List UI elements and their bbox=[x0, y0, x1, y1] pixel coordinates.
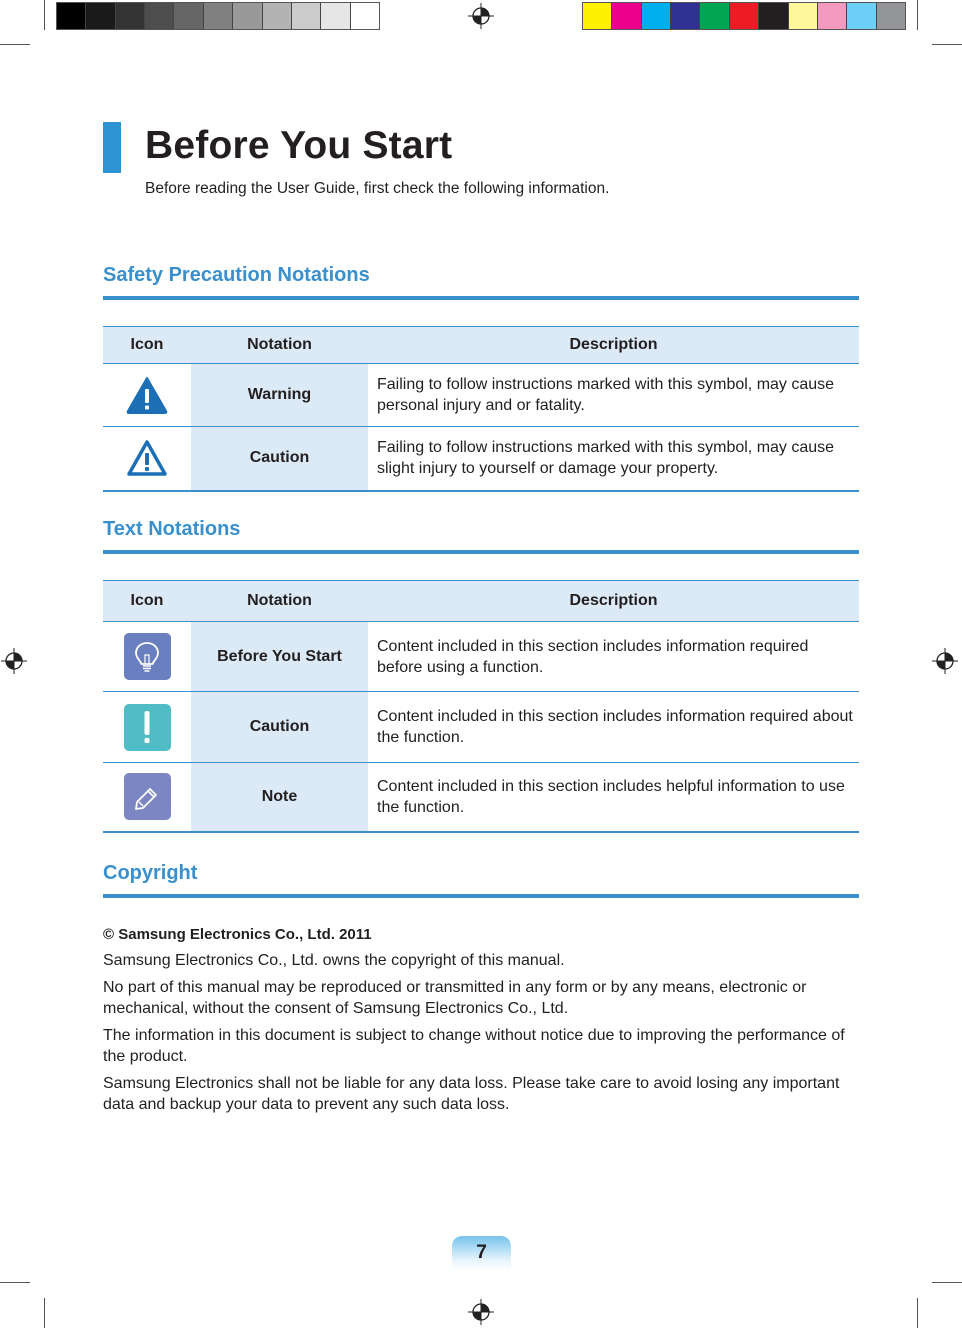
registration-mark-icon bbox=[932, 648, 958, 674]
table-row bbox=[103, 427, 859, 491]
color-swatch bbox=[759, 3, 788, 29]
page-subtitle: Before reading the User Guide, first check the following information. bbox=[145, 180, 610, 197]
column-header-icon: Icon bbox=[103, 581, 191, 622]
notation-caution: Caution bbox=[191, 427, 368, 491]
gray-swatch bbox=[351, 3, 379, 29]
notation-before-you-start: Before You Start bbox=[191, 622, 368, 692]
exclamation-icon bbox=[124, 704, 171, 751]
page-number: 7 bbox=[452, 1236, 511, 1270]
crop-mark bbox=[44, 0, 45, 30]
description-note: Content included in this section includes helpful information to use the function. bbox=[368, 763, 859, 832]
description-warning: Failing to follow instructions marked with this symbol, may cause personal injury and or fatality. bbox=[368, 364, 859, 427]
crop-mark bbox=[917, 0, 918, 30]
notation-caution: Caution bbox=[191, 692, 368, 763]
notation-warning: Warning bbox=[191, 364, 368, 427]
lightbulb-icon bbox=[124, 633, 171, 680]
description-caution: Failing to follow instructions marked with this symbol, may cause slight injury to yourself or damage your property. bbox=[368, 427, 859, 491]
color-swatch bbox=[642, 3, 671, 29]
copyright-paragraph: Samsung Electronics shall not be liable for any data loss. Please take care to avoid losing any important data and backup your data to prevent any such data loss. bbox=[103, 1075, 840, 1113]
column-header-notation: Notation bbox=[191, 327, 368, 364]
copyright-owner-line: © Samsung Electronics Co., Ltd. 2011 bbox=[103, 926, 372, 943]
section-rule bbox=[103, 296, 859, 300]
gray-swatch bbox=[263, 3, 292, 29]
crop-mark bbox=[0, 1282, 30, 1283]
column-header-description: Description bbox=[368, 327, 859, 364]
crop-mark bbox=[932, 44, 962, 45]
table-row bbox=[103, 763, 859, 832]
grayscale-color-bar bbox=[56, 2, 380, 30]
color-swatch bbox=[583, 3, 612, 29]
color-swatch bbox=[877, 3, 905, 29]
gray-swatch bbox=[174, 3, 203, 29]
registration-mark-icon bbox=[468, 3, 494, 29]
safety-notation-table bbox=[103, 326, 859, 492]
copyright-paragraph: The information in this document is subject to change without notice due to improving the performance of the product. bbox=[103, 1027, 845, 1065]
color-swatch bbox=[789, 3, 818, 29]
section-heading-safety: Safety Precaution Notations bbox=[103, 264, 370, 286]
gray-swatch bbox=[321, 3, 350, 29]
copyright-body bbox=[103, 924, 863, 1121]
table-row bbox=[103, 622, 859, 692]
gray-swatch bbox=[204, 3, 233, 29]
crop-mark bbox=[917, 1298, 918, 1328]
copyright-paragraph: No part of this manual may be reproduced or transmitted in any form or by any means, electronic or mechanical, without the consent of Samsung Electronics Co., Ltd. bbox=[103, 979, 807, 1017]
column-header-notation: Notation bbox=[191, 581, 368, 622]
registration-mark-icon bbox=[468, 1299, 494, 1325]
warning-triangle-filled-icon bbox=[125, 375, 169, 415]
gray-swatch bbox=[292, 3, 321, 29]
registration-mark-icon bbox=[1, 648, 27, 674]
color-swatch bbox=[847, 3, 876, 29]
description-before-you-start: Content included in this section includes information required before using a function. bbox=[368, 622, 859, 692]
description-caution: Content included in this section includes information required about the function. bbox=[368, 692, 859, 763]
color-swatch bbox=[671, 3, 700, 29]
text-notation-table bbox=[103, 580, 859, 833]
table-row bbox=[103, 364, 859, 427]
process-color-bar bbox=[582, 2, 906, 30]
table-row bbox=[103, 692, 859, 763]
gray-swatch bbox=[145, 3, 174, 29]
section-rule bbox=[103, 550, 859, 554]
crop-mark bbox=[44, 1298, 45, 1328]
column-header-description: Description bbox=[368, 581, 859, 622]
table-header-row bbox=[103, 327, 859, 364]
color-swatch bbox=[730, 3, 759, 29]
section-heading-text-notations: Text Notations bbox=[103, 518, 241, 540]
color-swatch bbox=[818, 3, 847, 29]
section-heading-copyright: Copyright bbox=[103, 862, 198, 884]
gray-swatch bbox=[233, 3, 262, 29]
color-swatch bbox=[700, 3, 729, 29]
table-header-row bbox=[103, 581, 859, 622]
crop-mark bbox=[0, 44, 30, 45]
copyright-paragraph: Samsung Electronics Co., Ltd. owns the copyright of this manual. bbox=[103, 952, 565, 969]
gray-swatch bbox=[57, 3, 86, 29]
page-title: Before You Start bbox=[145, 124, 453, 167]
color-swatch bbox=[612, 3, 641, 29]
column-header-icon: Icon bbox=[103, 327, 191, 364]
section-rule bbox=[103, 894, 859, 898]
gray-swatch bbox=[86, 3, 115, 29]
gray-swatch bbox=[116, 3, 145, 29]
crop-mark bbox=[932, 1282, 962, 1283]
pencil-icon bbox=[124, 773, 171, 820]
notation-note: Note bbox=[191, 763, 368, 832]
caution-triangle-outline-icon bbox=[125, 438, 169, 478]
title-accent-bar bbox=[103, 122, 121, 173]
